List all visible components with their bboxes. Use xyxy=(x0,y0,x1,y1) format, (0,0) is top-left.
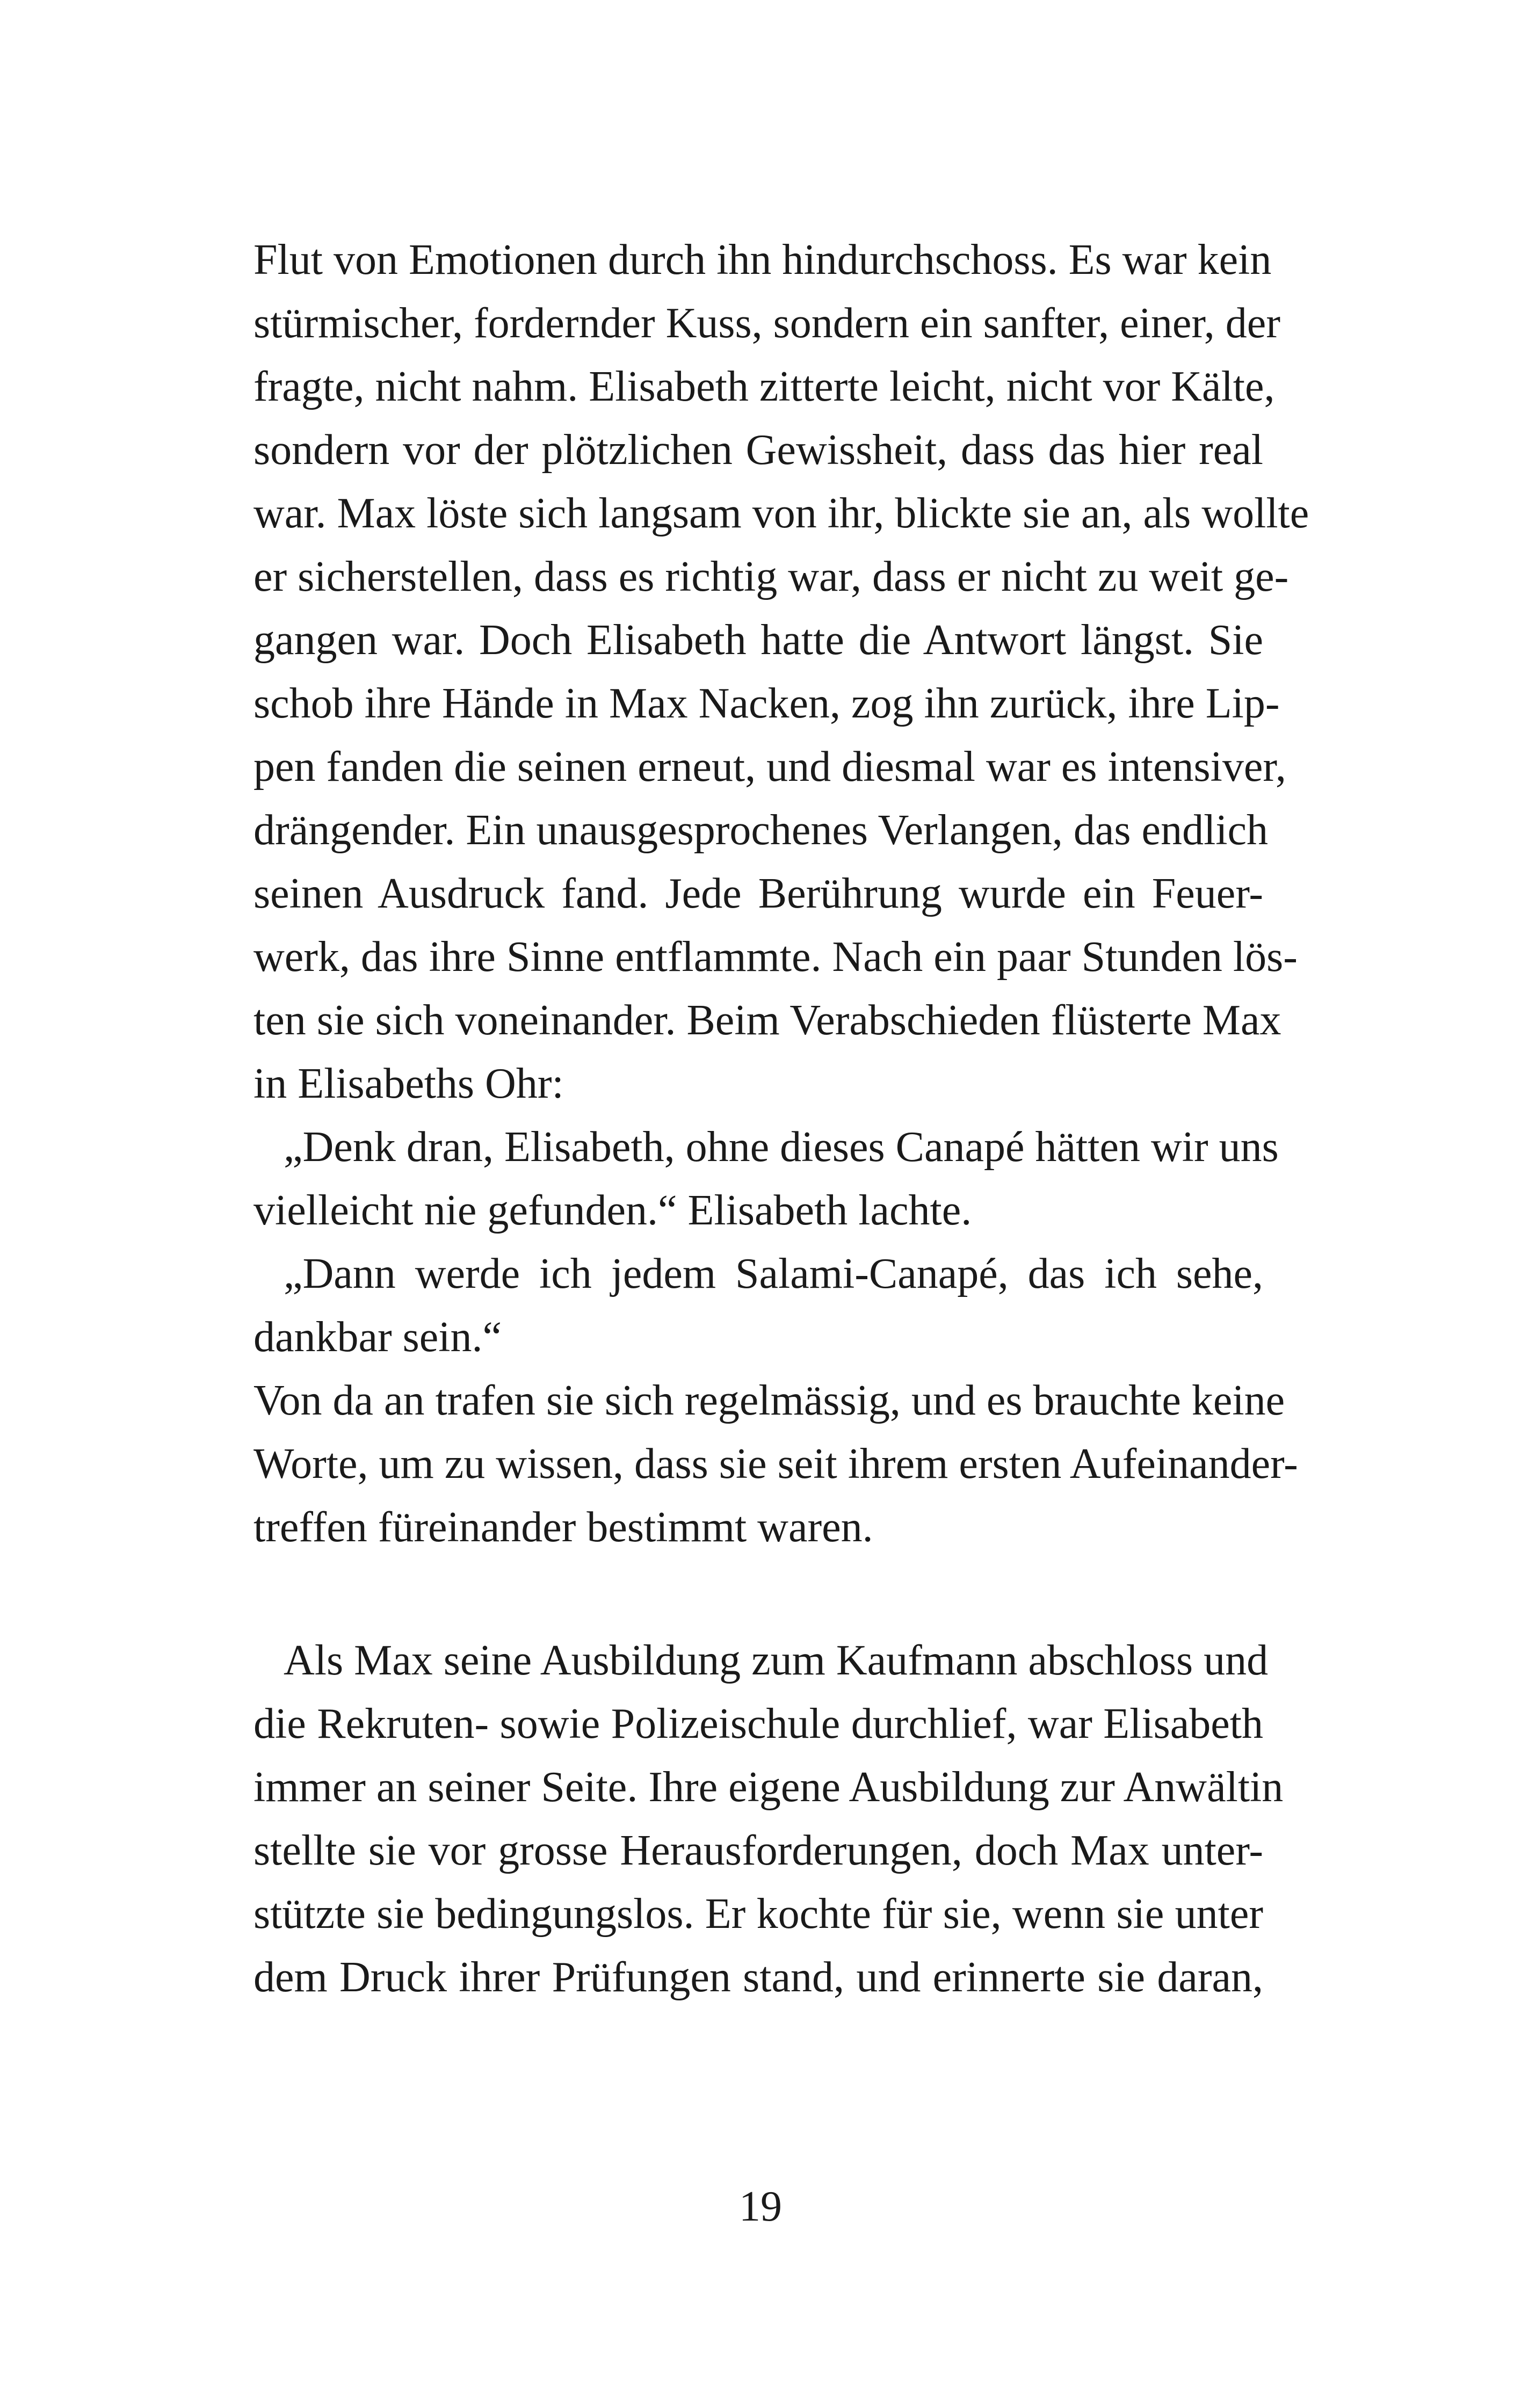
text-line: stellte sie vor grosse Herausforderungen, doch Max unter- xyxy=(253,1827,1263,1874)
text-line: drängender. Ein unausgesprochenes Verlangen, das endlich xyxy=(253,807,1269,854)
text-line: war. Max löste sich langsam von ihr, blickte sie an, als wollte xyxy=(253,490,1309,537)
text-line: Von da an trafen sie sich regelmässig, und es brauchte keine xyxy=(253,1377,1285,1424)
dialogue-line: vielleicht nie gefunden.“ Elisabeth lachte. xyxy=(253,1187,972,1234)
dialogue-line: „Dann werde ich jedem Salami-Canapé, das ich sehe, xyxy=(284,1250,1263,1297)
text-line: werk, das ihre Sinne entflammte. Nach ein paar Stunden lös- xyxy=(253,933,1298,981)
page-number: 19 xyxy=(739,2183,782,2230)
text-line: schob ihre Hände in Max Nacken, zog ihn zurück, ihre Lip- xyxy=(253,680,1280,727)
text-line: stützte sie bedingungslos. Er kochte für sie, wenn sie unter xyxy=(253,1890,1263,1938)
text-line: pen fanden die seinen erneut, und diesmal war es intensiver, xyxy=(253,743,1286,790)
text-line: gangen war. Doch Elisabeth hatte die Antwort längst. Sie xyxy=(253,616,1263,664)
text-line: in Elisabeths Ohr: xyxy=(253,1060,564,1107)
text-line: er sicherstellen, dass es richtig war, dass er nicht zu weit ge- xyxy=(253,553,1289,600)
text-line: ten sie sich voneinander. Beim Verabschieden flüsterte Max xyxy=(253,997,1281,1044)
text-line: sondern vor der plötzlichen Gewissheit, dass das hier real xyxy=(253,426,1263,474)
text-block-lower xyxy=(253,1629,1284,2009)
text-line: Flut von Emotionen durch ihn hindurchschoss. Es war kein xyxy=(253,236,1272,284)
text-line: die Rekruten- sowie Polizeischule durchlief, war Elisabeth xyxy=(253,1700,1263,1747)
text-block-upper xyxy=(253,228,1309,1559)
text-line: treffen füreinander bestimmt waren. xyxy=(253,1504,873,1551)
text-line: Als Max seine Ausbildung zum Kaufmann abschloss und xyxy=(284,1637,1269,1684)
text-line: seinen Ausdruck fand. Jede Berührung wurde ein Feuer- xyxy=(253,870,1263,917)
dialogue-line: „Denk dran, Elisabeth, ohne dieses Canapé hätten wir uns xyxy=(284,1123,1279,1171)
text-line: immer an seiner Seite. Ihre eigene Ausbildung zur Anwältin xyxy=(253,1764,1284,1811)
text-line: fragte, nicht nahm. Elisabeth zitterte leicht, nicht vor Kälte, xyxy=(253,363,1275,410)
text-line: dem Druck ihrer Prüfungen stand, und erinnerte sie daran, xyxy=(253,1954,1263,2001)
text-line: Worte, um zu wissen, dass sie seit ihrem ersten Aufeinander- xyxy=(253,1440,1298,1488)
text-line: stürmischer, fordernder Kuss, sondern ein sanfter, einer, der xyxy=(253,300,1280,347)
dialogue-line: dankbar sein.“ xyxy=(253,1314,502,1361)
